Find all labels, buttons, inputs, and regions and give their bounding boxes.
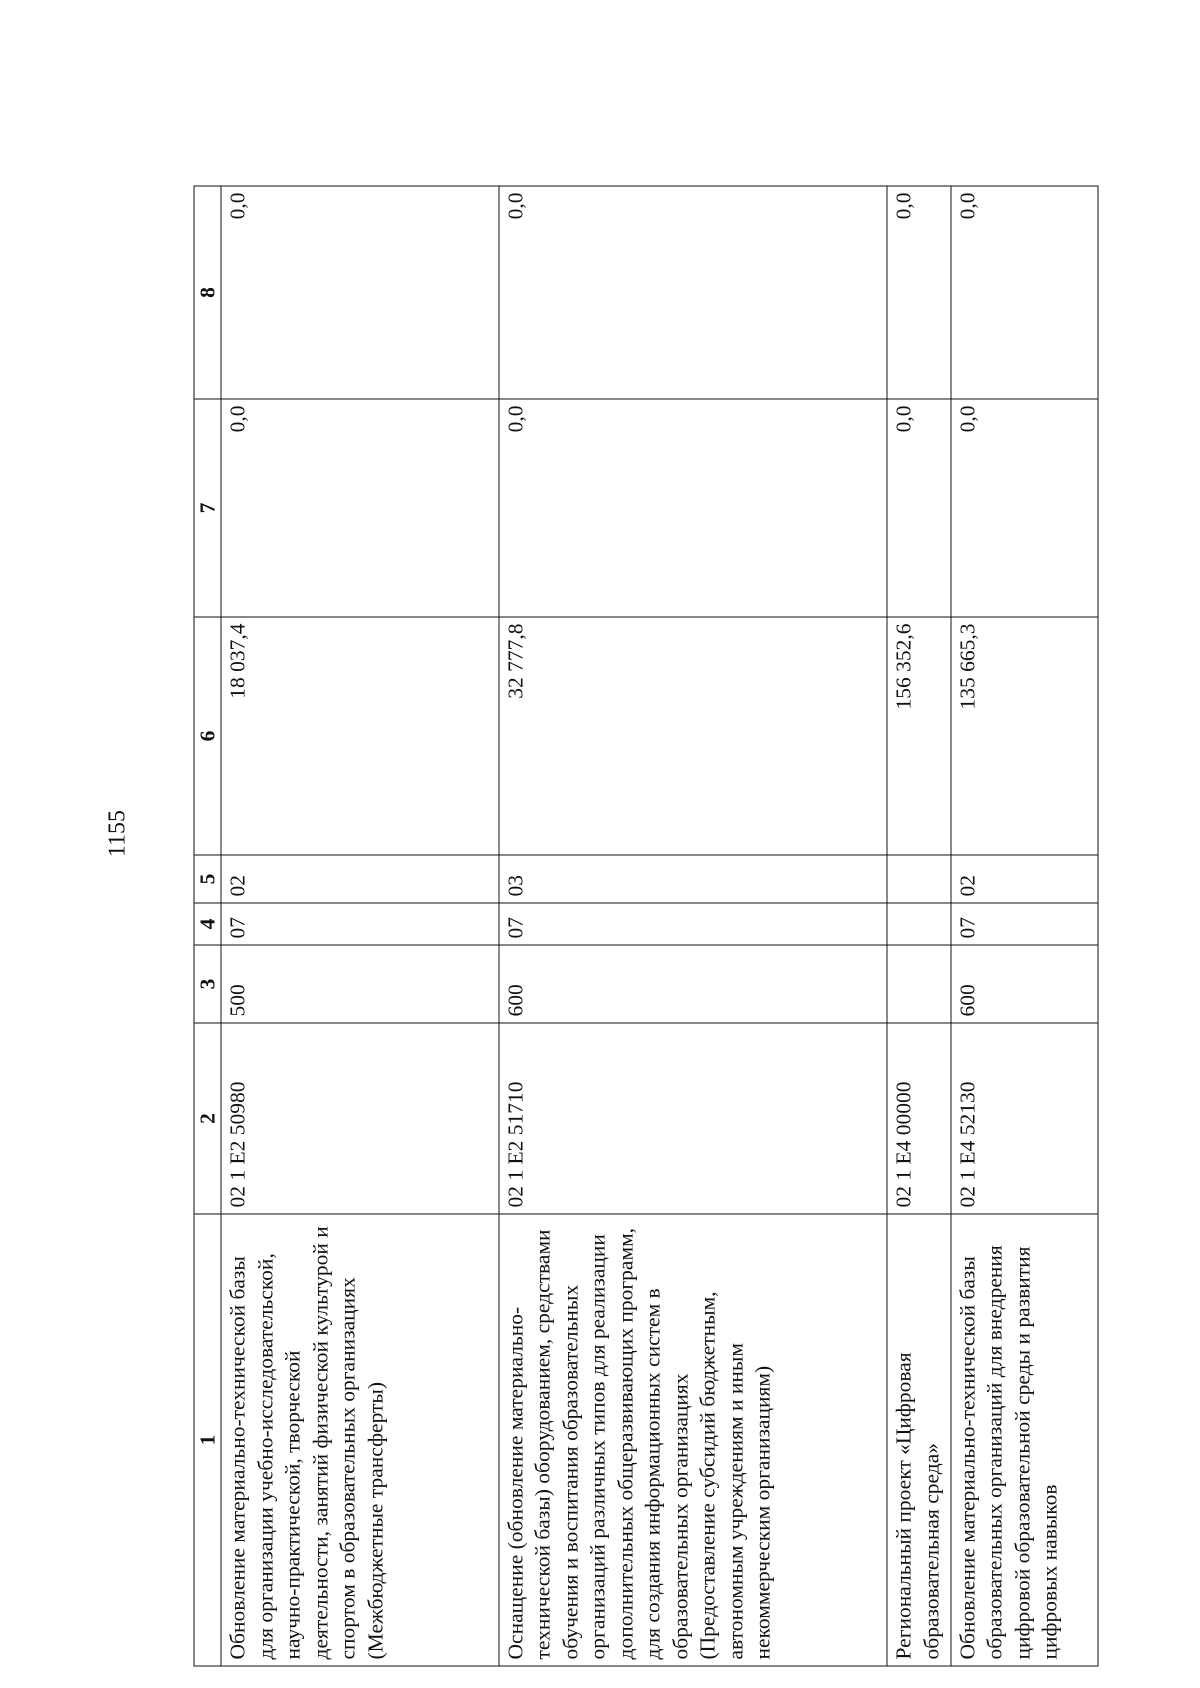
- column-header: 3: [194, 945, 221, 1023]
- row-col4: 07: [951, 903, 1098, 945]
- row-col3: 500: [221, 945, 499, 1023]
- column-header: 4: [194, 903, 221, 945]
- row-col8: 0,0: [499, 186, 888, 399]
- row-col4: [887, 903, 951, 945]
- table-row: [951, 186, 1098, 1666]
- table-row: [887, 186, 951, 1666]
- row-col6: 18 037,4: [221, 617, 499, 855]
- row-col3: [887, 945, 951, 1023]
- row-col8: 0,0: [887, 186, 951, 399]
- column-header: 5: [194, 855, 221, 903]
- page-number: 1155: [104, 809, 131, 858]
- row-col6: 32 777,8: [499, 617, 888, 855]
- column-header: 8: [194, 186, 221, 399]
- row-col5: 03: [499, 855, 888, 903]
- row-col3: 600: [499, 945, 888, 1023]
- row-col4: 07: [499, 903, 888, 945]
- row-col3: 600: [951, 945, 1098, 1023]
- row-col6: 156 352,6: [887, 617, 951, 855]
- row-col8: 0,0: [951, 186, 1098, 399]
- row-col5: [887, 855, 951, 903]
- row-col5: 02: [221, 855, 499, 903]
- budget-table-container: [194, 186, 1099, 1666]
- row-col7: 0,0: [221, 399, 499, 617]
- column-header: 6: [194, 617, 221, 855]
- row-col4: 07: [221, 903, 499, 945]
- table-row: [221, 186, 499, 1666]
- row-col6: 135 665,3: [951, 617, 1098, 855]
- column-header: 1: [194, 1214, 221, 1666]
- row-col7: 0,0: [951, 399, 1098, 617]
- row-code: 02 1 E2 50980: [221, 1023, 499, 1214]
- column-header: 2: [194, 1023, 221, 1214]
- row-name: Обновление материально-технической базы образовательных организаций для внедрения цифровой образовательной среды и развития цифровых навыков: [951, 1214, 1098, 1666]
- row-code: 02 1 E2 51710: [499, 1023, 888, 1214]
- row-name: Обновление материально-технической базы для организации учебно-исследовательской, научно-практической, творческой деятельности, занятий физической культурой и спортом в образовательных организациях (Межбюджетные трансферты): [221, 1214, 499, 1666]
- table-header-row: [194, 186, 221, 1666]
- row-col5: 02: [951, 855, 1098, 903]
- row-name: Оснащение (обновление материально-технической базы) оборудованием, средствами обучения и воспитания образовательных организаций различных типов для реализации дополнительных общеразвивающих программ, для создания информационных систем в образовательных организациях (Предоставление субсидий бюджетным, автономным учреждениям и иным некоммерческим организациям): [499, 1214, 888, 1666]
- row-code: 02 1 E4 52130: [951, 1023, 1098, 1214]
- row-col7: 0,0: [499, 399, 888, 617]
- row-code: 02 1 E4 00000: [887, 1023, 951, 1214]
- row-col7: 0,0: [887, 399, 951, 617]
- row-col8: 0,0: [221, 186, 499, 399]
- budget-table: [194, 185, 1099, 1666]
- table-row: [499, 186, 888, 1666]
- row-name: Региональный проект «Цифровая образовательная среда»: [887, 1214, 951, 1666]
- column-header: 7: [194, 399, 221, 617]
